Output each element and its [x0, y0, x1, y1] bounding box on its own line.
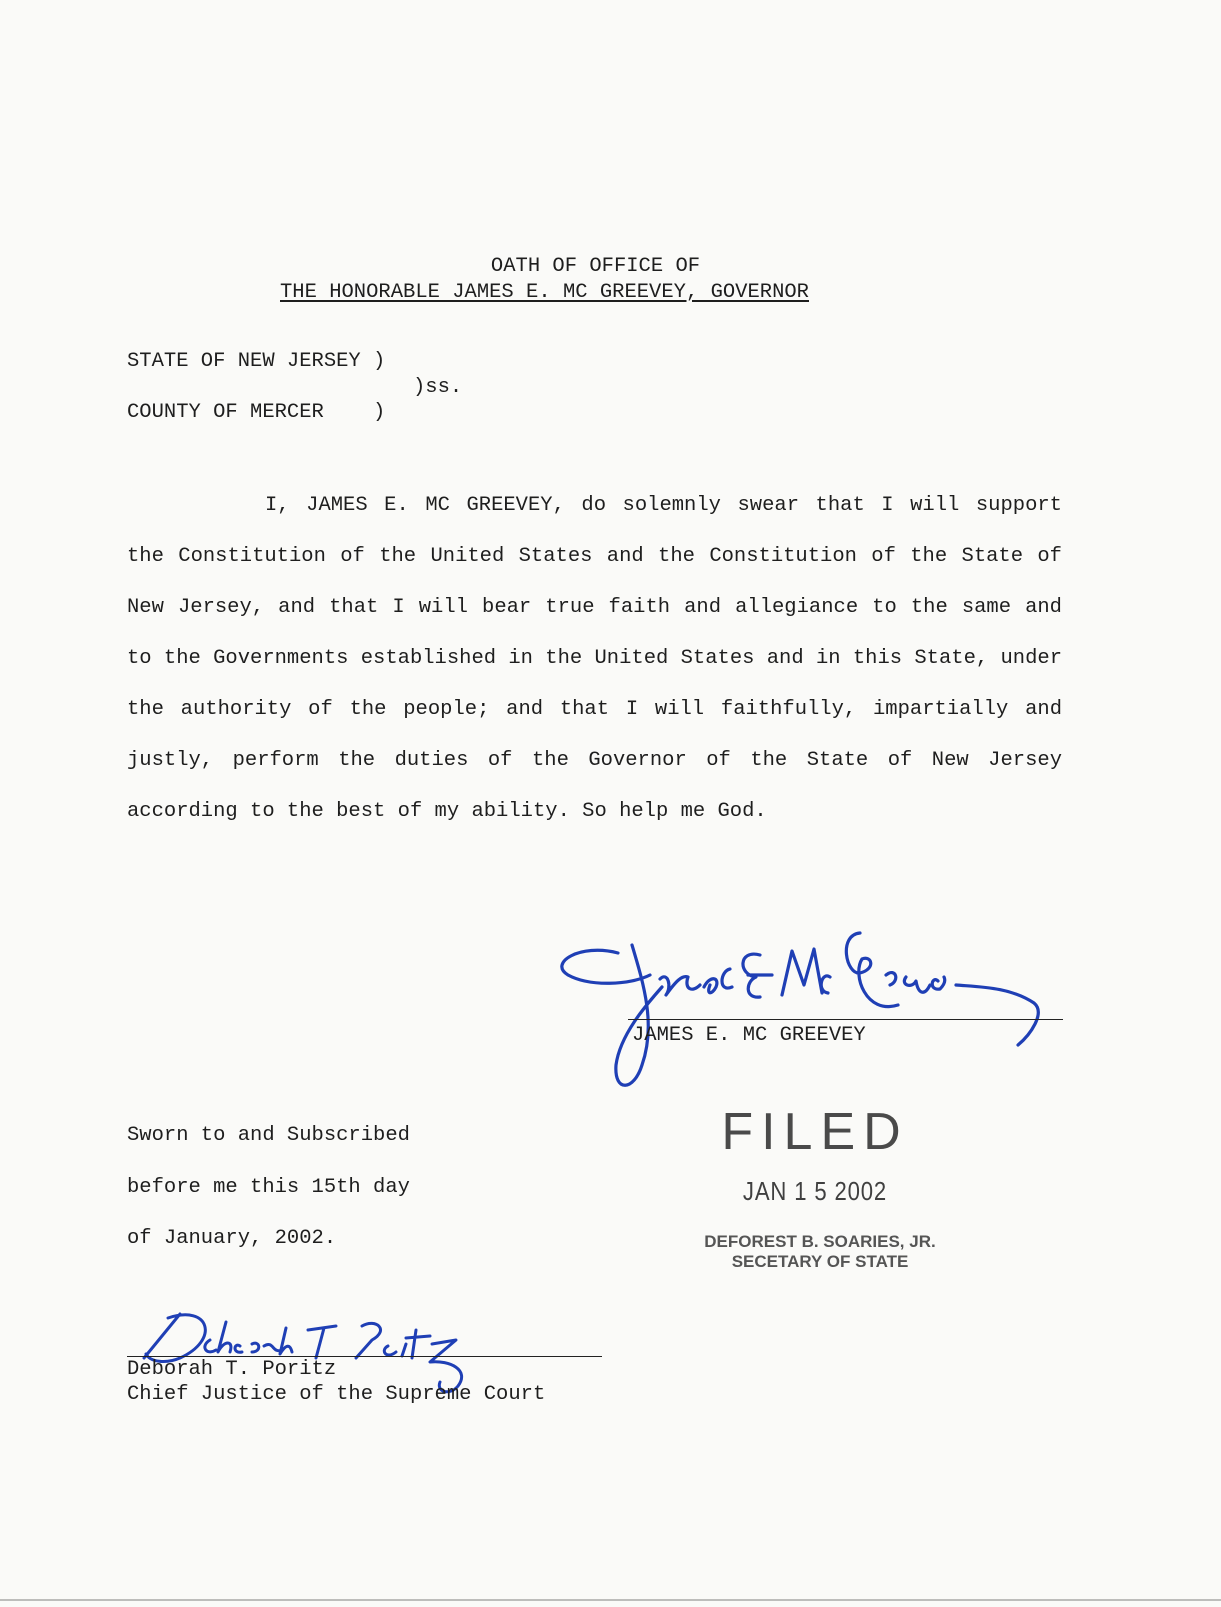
- filed-stamp-officer-title: SECETARY OF STATE: [731, 1252, 909, 1271]
- sworn-line3: of January, 2002.: [127, 1227, 337, 1250]
- governor-signature-icon: [560, 915, 1080, 1115]
- filed-stamp-officer: DEFOREST B. SOARIES, JR.: [704, 1232, 936, 1251]
- venue-state-line: STATE OF NEW JERSEY ): [127, 350, 386, 373]
- sworn-line1: Sworn to and Subscribed: [127, 1124, 410, 1147]
- governor-signature-line: [628, 1019, 1063, 1020]
- governor-printed-name: JAMES E. MC GREEVEY: [632, 1024, 866, 1047]
- document-title-line1: OATH OF OFFICE OF: [490, 255, 701, 278]
- sworn-line2: before me this 15th day: [127, 1176, 410, 1199]
- page-bottom-edge: [0, 1599, 1221, 1601]
- venue-county-line: COUNTY OF MERCER ): [127, 401, 386, 424]
- venue-ss-line: )ss.: [413, 376, 463, 399]
- justice-signature-line: [127, 1356, 602, 1357]
- justice-title: Chief Justice of the Supreme Court: [127, 1383, 546, 1406]
- filed-stamp-date: JAN 1 5 2002: [742, 1176, 888, 1206]
- filed-stamp-label: FILED: [721, 1103, 909, 1161]
- oath-paragraph: I, JAMES E. MC GREEVEY, do solemnly swear that I will support the Constitution of the United States and the Constitution of the State of New Jersey, and that I will bear true faith and allegiance to the same and to the Governments established in the United States and in this State, under the authority of the people; and that I will faithfully, impartially and justly, perform the duties of the Governor of the State of New Jersey according to the best of my ability. So help me God.: [127, 494, 1062, 823]
- document-title-line2: THE HONORABLE JAMES E. MC GREEVEY, GOVERNOR: [280, 281, 809, 304]
- justice-printed-name: Deborah T. Poritz: [127, 1358, 337, 1381]
- oath-body: [127, 480, 1062, 837]
